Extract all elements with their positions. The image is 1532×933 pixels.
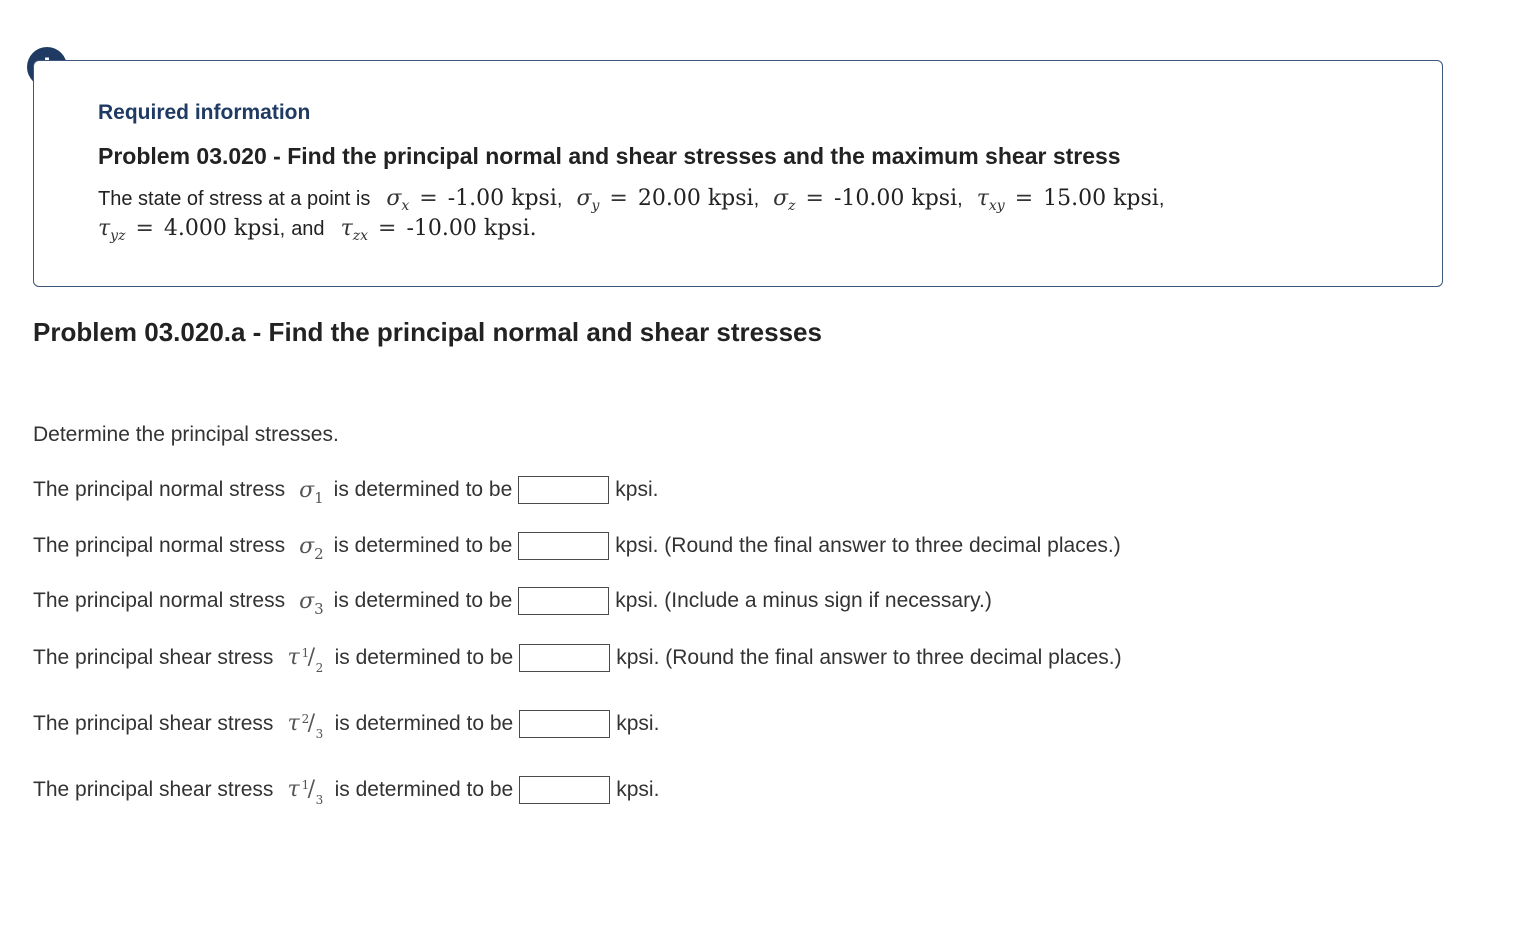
tau-2-3-input[interactable] <box>519 710 610 738</box>
comma: , <box>753 188 760 210</box>
question-suffix: kpsi. (Round the final answer to three decimal places.) <box>615 534 1121 557</box>
question-suffix: kpsi. <box>616 778 660 801</box>
comma: , <box>556 188 563 210</box>
question-prefix: The principal shear stress <box>33 778 274 801</box>
question-suffix: kpsi. (Round the final answer to three decimal places.) <box>616 646 1122 669</box>
question-middle: is determined to be <box>333 478 513 501</box>
stress-state-line-1 <box>98 186 1165 214</box>
tau-xy-value: 15.00 kpsi <box>1043 186 1159 211</box>
sigma-1-input[interactable] <box>518 476 609 504</box>
sigma-3-symbol: $\sigma_3$ <box>299 588 324 618</box>
question-middle: is determined to be <box>333 589 513 612</box>
tau-yz-value: 4.000 kpsi <box>163 216 280 241</box>
tau-yz-symbol: $\tau_{yz}$ <box>98 216 126 244</box>
question-middle: is determined to be <box>334 778 514 801</box>
question-middle: is determined to be <box>333 534 513 557</box>
sigma-2-symbol: $\sigma_2$ <box>299 533 324 563</box>
question-suffix: kpsi. (Include a minus sign if necessary.) <box>615 589 992 612</box>
equals-sign: = <box>135 216 154 241</box>
question-prefix: The principal normal stress <box>33 478 286 501</box>
question-tau-2-3 <box>33 709 659 739</box>
question-tau-1-3 <box>33 775 659 805</box>
sigma-x-value: -1.00 kpsi <box>447 186 557 211</box>
period: . <box>529 216 537 241</box>
question-tau-1-2 <box>33 643 1122 673</box>
tau-2-3-symbol: τ 2 / 3 <box>287 711 324 741</box>
stress-intro-text: The state of stress at a point is <box>98 188 371 210</box>
sigma-x-symbol: $\sigma_x$ <box>386 186 410 214</box>
equals-sign: = <box>609 186 628 211</box>
tau-zx-symbol: $\tau_{zx}$ <box>340 216 369 244</box>
question-suffix: kpsi. <box>616 712 660 735</box>
question-sigma-3 <box>33 587 992 618</box>
question-middle: is determined to be <box>334 712 514 735</box>
question-suffix: kpsi. <box>615 478 659 501</box>
question-prefix: The principal normal stress <box>33 589 286 612</box>
part-a-title: Problem 03.020.a - Find the principal normal and shear stresses <box>33 317 822 347</box>
comma: , <box>957 188 963 210</box>
required-information-label: Required information <box>98 101 311 124</box>
sigma-z-symbol: $\sigma_z$ <box>773 186 796 214</box>
question-prefix: The principal normal stress <box>33 534 286 557</box>
required-information-box <box>33 60 1443 287</box>
comma: , <box>279 218 286 240</box>
question-sigma-2 <box>33 532 1121 563</box>
sigma-2-input[interactable] <box>518 532 609 560</box>
question-prefix: The principal shear stress <box>33 712 274 735</box>
sigma-1-symbol: $\sigma_1$ <box>299 477 324 507</box>
sigma-z-value: -10.00 kpsi <box>833 186 958 211</box>
problem-title: Problem 03.020 - Find the principal normal and shear stresses and the maximum shear stress <box>98 143 1121 169</box>
sigma-y-value: 20.00 kpsi <box>637 186 754 211</box>
question-sigma-1 <box>33 476 659 507</box>
sigma-3-input[interactable] <box>518 587 609 615</box>
equals-sign: = <box>805 186 824 211</box>
tau-1-2-symbol: τ 1 / 2 <box>287 645 324 675</box>
equals-sign: = <box>419 186 438 211</box>
tau-1-2-input[interactable] <box>519 644 610 672</box>
tau-1-3-input[interactable] <box>519 776 610 804</box>
stress-state-line-2 <box>98 216 537 244</box>
tau-1-3-symbol: τ 1 / 3 <box>287 777 324 807</box>
comma: , <box>1158 188 1165 210</box>
tau-xy-symbol: $\tau_{xy}$ <box>976 186 1005 214</box>
question-prefix: The principal shear stress <box>33 646 274 669</box>
tau-zx-value: -10.00 kpsi <box>406 216 530 241</box>
and-text: and <box>291 218 325 240</box>
equals-sign: = <box>1014 186 1034 211</box>
sigma-y-symbol: $\sigma_y$ <box>576 186 600 214</box>
question-middle: is determined to be <box>334 646 514 669</box>
instruction-text: Determine the principal stresses. <box>33 423 339 446</box>
equals-sign: = <box>378 216 397 241</box>
